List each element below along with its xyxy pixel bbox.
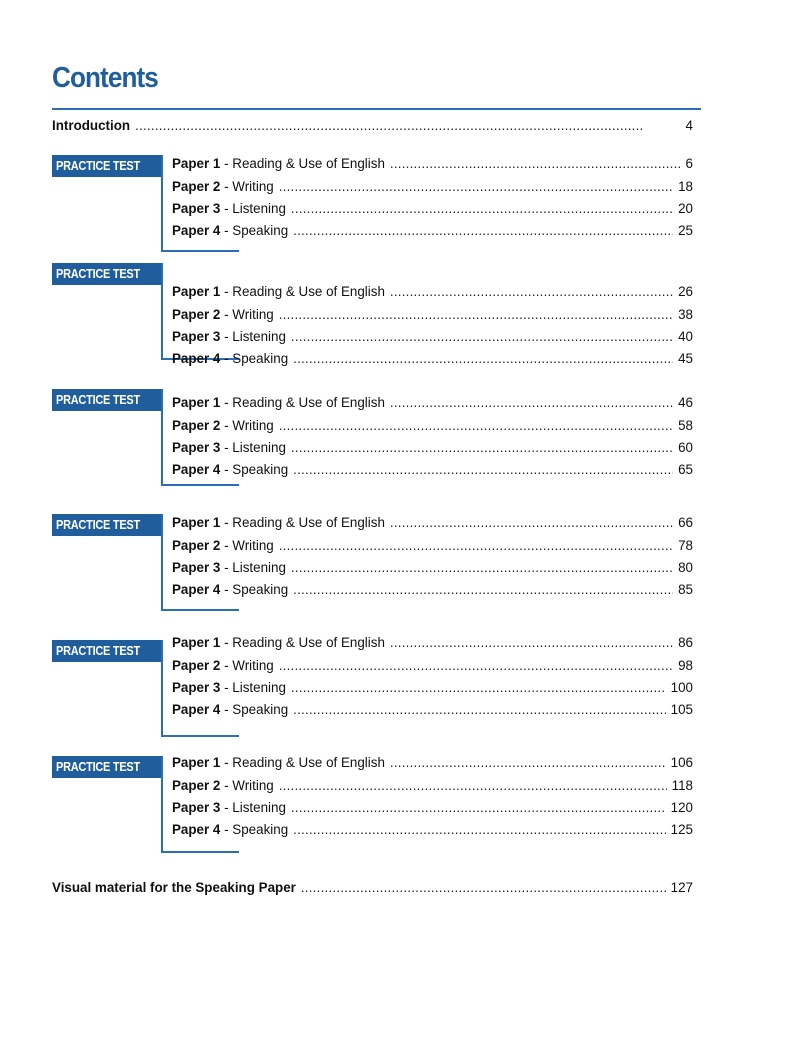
paper-name: Writing xyxy=(232,538,274,553)
dot-leader xyxy=(291,679,666,697)
toc-entry-paper[interactable] xyxy=(172,439,693,457)
toc-page-number: 106 xyxy=(670,755,693,770)
toc-entry-label: Paper 2 - Writing xyxy=(172,418,274,433)
toc-entry-introduction[interactable] xyxy=(52,117,693,135)
toc-entry-paper[interactable] xyxy=(172,200,693,218)
dot-leader xyxy=(293,461,673,479)
dot-leader xyxy=(291,328,673,346)
toc-page-number: 38 xyxy=(678,307,693,322)
paper-number: Paper 2 xyxy=(172,778,221,793)
paper-number: Paper 3 xyxy=(172,440,221,455)
section-bracket-vertical xyxy=(161,756,163,853)
dot-leader xyxy=(279,178,673,196)
toc-entry-label: Paper 3 - Listening xyxy=(172,560,286,575)
toc-page-number: 98 xyxy=(678,658,693,673)
toc-page-number: 40 xyxy=(678,329,693,344)
paper-number: Paper 1 xyxy=(172,395,221,410)
toc-page-number: 45 xyxy=(678,351,693,366)
dot-leader xyxy=(390,155,681,173)
section-bracket-horizontal xyxy=(161,851,239,853)
toc-entry-paper[interactable] xyxy=(172,178,693,196)
paper-number: Paper 3 xyxy=(172,800,221,815)
dot-leader xyxy=(279,657,673,675)
toc-entry-paper[interactable] xyxy=(172,328,693,346)
dot-leader xyxy=(291,799,666,817)
paper-name: Writing xyxy=(232,179,274,194)
toc-page-number: 60 xyxy=(678,440,693,455)
toc-entry-label: Paper 4 - Speaking xyxy=(172,822,289,837)
toc-page-number: 26 xyxy=(678,284,693,299)
paper-number: Paper 4 xyxy=(172,702,221,717)
paper-name: Listening xyxy=(232,680,286,695)
toc-entry-label: Paper 4 - Speaking xyxy=(172,582,289,597)
practice-test-badge-label: PRACTICE TEST 1 xyxy=(56,159,140,195)
dot-leader xyxy=(293,701,666,719)
dot-leader xyxy=(279,306,673,324)
paper-name: Reading & Use of English xyxy=(232,395,385,410)
paper-number: Paper 1 xyxy=(172,755,221,770)
dot-leader xyxy=(390,634,673,652)
dot-leader xyxy=(135,117,680,135)
paper-number: Paper 4 xyxy=(172,822,221,837)
paper-name: Reading & Use of English xyxy=(232,515,385,530)
dot-leader xyxy=(390,283,673,301)
paper-number: Paper 1 xyxy=(172,156,221,171)
toc-page-number: 6 xyxy=(685,156,693,171)
paper-name: Listening xyxy=(232,201,286,216)
section-bracket-horizontal xyxy=(161,484,239,486)
toc-entry-label: Paper 1 - Reading & Use of English xyxy=(172,635,385,650)
dot-leader xyxy=(291,439,673,457)
toc-entry-paper[interactable] xyxy=(172,222,693,240)
toc-entry-paper[interactable] xyxy=(172,821,693,839)
paper-number: Paper 4 xyxy=(172,462,221,477)
practice-test-badge-label: PRACTICE TEST 4 xyxy=(56,518,140,554)
paper-name: Writing xyxy=(232,658,274,673)
paper-number: Paper 3 xyxy=(172,201,221,216)
toc-entry-label: Paper 3 - Listening xyxy=(172,329,286,344)
dot-leader xyxy=(291,200,673,218)
paper-name: Speaking xyxy=(232,582,289,597)
paper-number: Paper 1 xyxy=(172,284,221,299)
toc-entry-label: Paper 2 - Writing xyxy=(172,658,274,673)
section-bracket-vertical xyxy=(161,389,163,486)
toc-page-number: 85 xyxy=(678,582,693,597)
toc-page-number: 66 xyxy=(678,515,693,530)
toc-entry-paper[interactable] xyxy=(172,306,693,324)
practice-test-section xyxy=(52,756,701,881)
toc-entry-label: Paper 4 - Speaking xyxy=(172,351,289,366)
toc-page-number: 4 xyxy=(685,118,693,133)
paper-number: Paper 2 xyxy=(172,538,221,553)
toc-page-number: 118 xyxy=(671,778,693,793)
paper-name: Listening xyxy=(232,440,286,455)
dot-leader xyxy=(293,581,673,599)
dot-leader xyxy=(390,514,673,532)
section-bracket-vertical xyxy=(161,514,163,611)
practice-test-badge-label: PRACTICE TEST 3 xyxy=(56,393,140,429)
paper-name: Writing xyxy=(232,418,274,433)
practice-test-badge xyxy=(52,514,161,554)
dot-leader xyxy=(301,879,666,897)
toc-entry-paper[interactable] xyxy=(172,777,693,795)
toc-entry-label: Paper 4 - Speaking xyxy=(172,223,289,238)
practice-test-badge xyxy=(52,640,161,680)
toc-entry-paper[interactable] xyxy=(172,514,693,532)
paper-number: Paper 3 xyxy=(172,329,221,344)
toc-entry-label: Paper 4 - Speaking xyxy=(172,462,289,477)
dot-leader xyxy=(390,754,666,772)
toc-entry-label: Paper 3 - Listening xyxy=(172,440,286,455)
toc-page-number: 25 xyxy=(678,223,693,238)
paper-name: Listening xyxy=(232,800,286,815)
practice-test-section xyxy=(52,514,701,639)
toc-entry-paper[interactable] xyxy=(172,461,693,479)
toc-entry-visual-material[interactable] xyxy=(52,879,693,897)
practice-test-badge xyxy=(52,263,161,303)
page-title: Contents xyxy=(52,62,158,94)
toc-entry-label: Paper 1 - Reading & Use of English xyxy=(172,284,385,299)
paper-number: Paper 2 xyxy=(172,658,221,673)
toc-page-number: 100 xyxy=(670,680,693,695)
toc-entry-label: Paper 1 - Reading & Use of English xyxy=(172,156,385,171)
paper-name: Reading & Use of English xyxy=(232,755,385,770)
paper-number: Paper 1 xyxy=(172,515,221,530)
toc-entry-label: Paper 3 - Listening xyxy=(172,800,286,815)
toc-entry-paper[interactable] xyxy=(172,754,693,772)
toc-page-number: 58 xyxy=(678,418,693,433)
toc-page-number: 120 xyxy=(670,800,693,815)
toc-entry-label: Paper 3 - Listening xyxy=(172,201,286,216)
toc-entry-paper[interactable] xyxy=(172,559,693,577)
practice-test-badge-label: PRACTICE TEST 2 xyxy=(56,267,140,303)
paper-name: Writing xyxy=(232,778,274,793)
toc-page-number: 18 xyxy=(678,179,693,194)
toc-entry-label: Paper 1 - Reading & Use of English xyxy=(172,395,385,410)
toc-entry-paper[interactable] xyxy=(172,283,693,301)
toc-page-number: 65 xyxy=(678,462,693,477)
toc-entry-label: Paper 1 - Reading & Use of English xyxy=(172,755,385,770)
dot-leader xyxy=(390,394,673,412)
section-bracket-horizontal xyxy=(161,250,239,252)
toc-entry-label: Paper 4 - Speaking xyxy=(172,702,289,717)
paper-name: Reading & Use of English xyxy=(232,284,385,299)
section-bracket-vertical xyxy=(161,155,163,252)
paper-number: Paper 2 xyxy=(172,418,221,433)
paper-name: Speaking xyxy=(232,223,289,238)
toc-entry-paper[interactable] xyxy=(172,701,693,719)
paper-number: Paper 1 xyxy=(172,635,221,650)
paper-name: Writing xyxy=(232,307,274,322)
paper-name: Listening xyxy=(232,329,286,344)
toc-page-number: 125 xyxy=(670,822,693,837)
toc-entry-paper[interactable] xyxy=(172,350,693,368)
toc-entry-label: Introduction xyxy=(52,118,131,133)
paper-name: Speaking xyxy=(232,822,289,837)
paper-name: Reading & Use of English xyxy=(232,635,385,650)
dot-leader xyxy=(293,821,666,839)
toc-entry-paper[interactable] xyxy=(172,581,693,599)
toc-entry-label: Paper 1 - Reading & Use of English xyxy=(172,515,385,530)
toc-entry-paper[interactable] xyxy=(172,799,693,817)
paper-number: Paper 3 xyxy=(172,560,221,575)
toc-page-number: 80 xyxy=(678,560,693,575)
practice-test-section xyxy=(52,389,701,514)
paper-number: Paper 4 xyxy=(172,351,221,366)
section-bracket-vertical xyxy=(161,263,163,360)
practice-test-badge-label: PRACTICE TEST 5 xyxy=(56,644,140,680)
toc-entry-paper[interactable] xyxy=(172,155,693,173)
toc-page-number: 46 xyxy=(678,395,693,410)
paper-name: Listening xyxy=(232,560,286,575)
dot-leader xyxy=(279,537,673,555)
paper-number: Paper 2 xyxy=(172,179,221,194)
toc-page-number: 105 xyxy=(670,702,693,717)
paper-name: Speaking xyxy=(232,462,289,477)
toc-page-number: 20 xyxy=(678,201,693,216)
toc-entry-paper[interactable] xyxy=(172,537,693,555)
toc-entry-label: Paper 2 - Writing xyxy=(172,307,274,322)
section-bracket-vertical xyxy=(161,640,163,737)
toc-page-number: 127 xyxy=(670,880,693,895)
paper-number: Paper 4 xyxy=(172,223,221,238)
dot-leader xyxy=(293,222,673,240)
paper-name: Speaking xyxy=(232,702,289,717)
practice-test-badge xyxy=(52,756,161,796)
toc-entry-paper[interactable] xyxy=(172,417,693,435)
toc-entry-paper[interactable] xyxy=(172,657,693,675)
paper-name: Speaking xyxy=(232,351,289,366)
toc-page-number: 86 xyxy=(678,635,693,650)
paper-number: Paper 2 xyxy=(172,307,221,322)
practice-test-badge xyxy=(52,155,161,195)
dot-leader xyxy=(279,777,667,795)
paper-number: Paper 3 xyxy=(172,680,221,695)
title-divider xyxy=(52,108,701,110)
practice-test-section xyxy=(52,263,701,388)
practice-test-badge xyxy=(52,389,161,429)
section-bracket-horizontal xyxy=(161,609,239,611)
practice-test-badge-label: PRACTICE TEST 6 xyxy=(56,760,140,796)
practice-test-section xyxy=(52,635,701,765)
dot-leader xyxy=(291,559,673,577)
toc-entry-label: Visual material for the Speaking Paper xyxy=(52,880,296,895)
toc-entry-paper[interactable] xyxy=(172,634,693,652)
paper-number: Paper 4 xyxy=(172,582,221,597)
practice-test-section xyxy=(52,155,701,280)
toc-entry-paper[interactable] xyxy=(172,394,693,412)
toc-entry-label: Paper 2 - Writing xyxy=(172,179,274,194)
dot-leader xyxy=(279,417,673,435)
toc-entry-paper[interactable] xyxy=(172,679,693,697)
section-bracket-horizontal xyxy=(161,735,239,737)
toc-entry-label: Paper 3 - Listening xyxy=(172,680,286,695)
paper-name: Reading & Use of English xyxy=(232,156,385,171)
toc-entry-label: Paper 2 - Writing xyxy=(172,538,274,553)
dot-leader xyxy=(293,350,673,368)
toc-entry-label: Paper 2 - Writing xyxy=(172,778,274,793)
toc-page-number: 78 xyxy=(678,538,693,553)
